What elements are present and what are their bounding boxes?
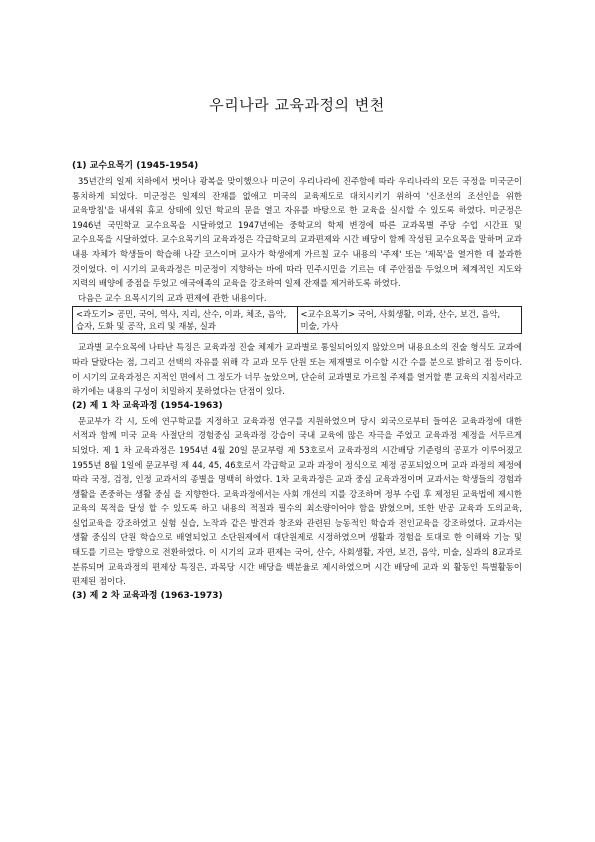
section-heading: (1) 교수요목기 (1945-1954) bbox=[72, 161, 199, 171]
curriculum-comparison-table bbox=[72, 306, 522, 334]
section-2 bbox=[72, 399, 522, 589]
document-title: 우리나라 교육과정의 변천 bbox=[209, 96, 385, 114]
paragraph: 문교부가 각 시, 도에 연구학교를 지정하고 교육과정 연구를 지원하였으며 당시 외국으로부터 들여온 교육과정에 대한 서적과 함께 미국 교육 사절단의 경험중심 교육과정 강습이 국내 교육에 많은 자극을 주었고 교육과정 제정을 서두르게 되었다. 제 1 차 교육과정은 1954년 4월 20일 문교부령 제 53호로서 교육과정의 시간배당 기준령의 공포가 이루어졌고 1955년 8월 1일에 문교부령 제 44, 45, 46호로서 각급학교 교과 과정이 정식으로 제정 공포되었으며 교과 과정의 제정에 따라 국정, 검정, 인정 교과서의 종별을 명백히 하였다. 1차 교육과정은 교과 중심 교육과정이며 교과서는 학생들의 경험과 생활을 존중하는 생활 중심 을 지향한다. 교육과정에서는 사회 개선의 지를 강조하며 정부 수립 후 제정된 교육법에 제시한 교육의 목적을 달성 할 수 있도록 하고 내용의 적절과 필수의 최소량이어야 함을 밝혔으며, 또한 반공 교육과 도의교육, 실업교육을 강조하였고 실험 실습, 노작과 같은 발견과 창조와 관련된 능동적인 학습과 전인교육을 강조하였다. 교과서는 생활 중심의 단원 학습으로 배열되었고 소단원제에서 대단원제로 시정하였으며 생활과 경험을 토대로 한 이해와 기능 및 태도를 기르는 방향으로 전환하였다. 이 시기의 교과 편제는 국어, 산수, 사회생활, 자연, 보건, 음악, 미술, 실과의 8교과로 분류되며 교육과정의 편제상 특징은, 과목당 시간 배당을 백분율로 제시하였으며 시간 배당에 교과 외 활동인 특별활동이 편제된 점이다. bbox=[72, 415, 522, 587]
section-3 bbox=[72, 589, 522, 604]
document-body bbox=[72, 94, 522, 604]
section-heading: (3) 제 2 차 교육과정 (1963-1973) bbox=[72, 590, 223, 601]
paragraph: 다음은 교수 요목시기의 교과 편제에 관한 내용이다. bbox=[78, 292, 267, 303]
section-1 bbox=[72, 159, 522, 399]
paragraph: 35년간의 일제 치하에서 벗어나 광복을 맞이했으나 미군이 우리나라에 진주함에 따라 우리나라의 모든 국정을 미국군이 통치하게 되었다. 미군정은 일제의 잔재를 없애고 미국의 교육제도로 대치시키기 위하여 '신조선의 조선인을 위한 교육방침'을 내세워 휴교 상태에 있던 학교의 문을 열고 자유를 바탕으로 한 교육을 실시할 수 있도록 하였다. 미군정은 1946년 국민학교 교수요목을 시달하였고 1947년에는 중학교의 학제 변경에 따른 교과목별 주당 수업 시간표 및 교수요목을 시달하였다. 교수요목기의 교육과정은 각급학교의 교과편제와 시간 배당이 함께 작성된 교수요목을 말하며 교과 내용 자체가 학생들이 학습해 나갈 코스이며 교사가 학생에게 가르칠 교수 내용의 '주제' 또는 '제목'을 열거한 데 불과한 것이었다. 이 시기의 교육과정은 미군정이 지향하는 바에 따라 민주시민을 기르는 데 주안점을 두었으며 체계적인 지도와 지력의 배양에 중점을 두었고 애국애족의 교육을 강조하여 일제 잔재를 제거하도록 하였다. bbox=[72, 176, 522, 289]
paragraph: 교과별 교수요목에 나타난 특징은 교육과정 진술 체제가 교과별로 통일되어있지 않았으며 내용요소의 진술 형식도 교과에 따라 달랐다는 점, 그리고 선택의 자유를 위해 각 교과 모두 단원 또는 제재별로 이수할 시간 수를 분으로 밝히고 점 등이다. 이 시기의 교육과정은 지적인 면에서 그 정도가 너무 높았으며, 단순히 교과별로 가르칠 주제를 열거할 뿐 교육의 지침서라고 하기에는 내용의 구성이 치밀하지 못하였다는 단점이 있다. bbox=[72, 342, 522, 397]
section-heading: (2) 제 1 차 교육과정 (1954-1963) bbox=[72, 400, 223, 411]
table-row bbox=[73, 307, 522, 334]
table-cell-syllabus-period: <교수요목기> 국어, 사회생활, 이과, 산수, 보건, 음악, 미술, 가사 bbox=[297, 307, 522, 334]
table-cell-transition-period: <과도기> 공민, 국어, 역사, 지리, 산수, 이과, 체조, 음악, 습자, 도화 및 공작, 요리 및 재봉, 실과 bbox=[73, 307, 298, 334]
